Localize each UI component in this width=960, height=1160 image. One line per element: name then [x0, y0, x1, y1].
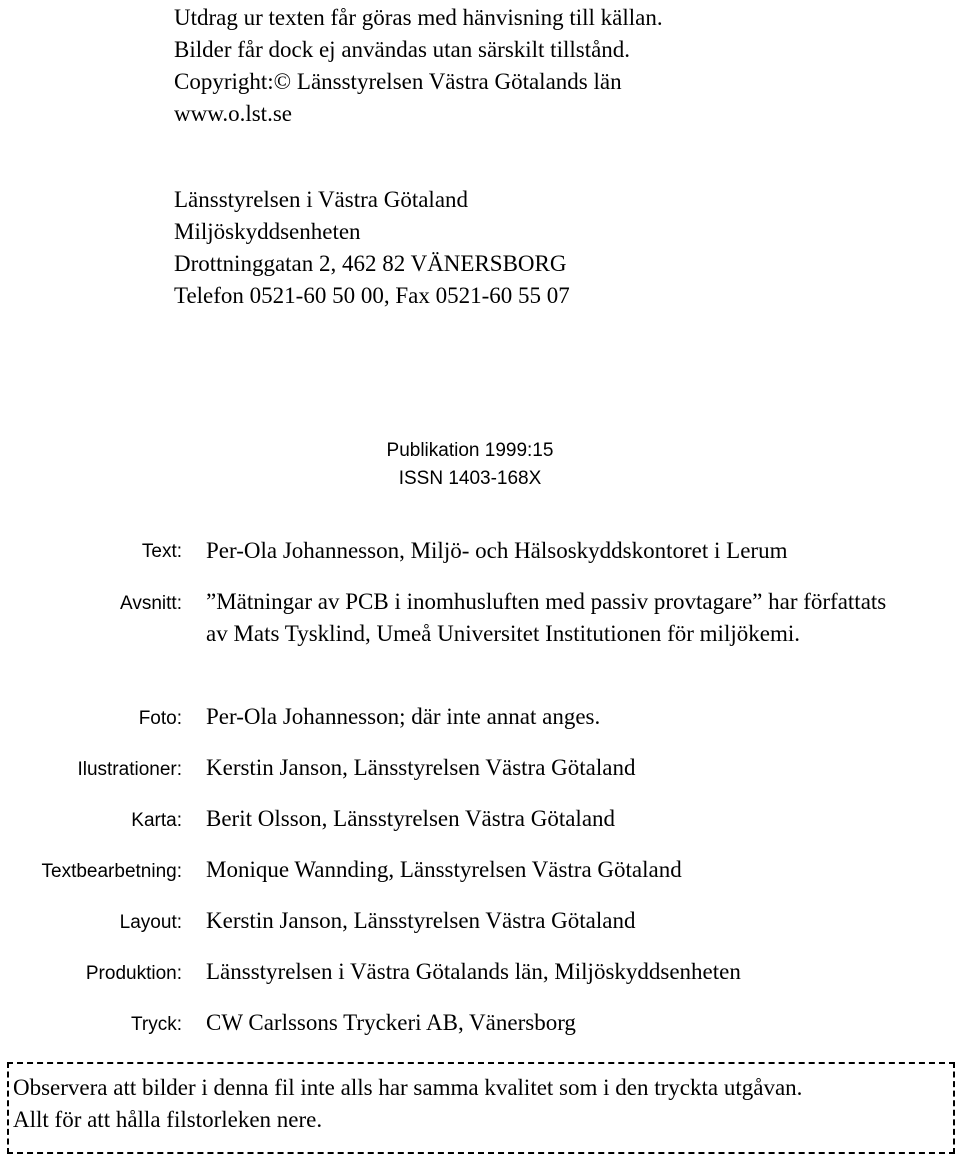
notice-line: Allt för att hålla filstorleken nere. [13, 1107, 323, 1132]
copyright-line: Copyright:© Länsstyrelsen Västra Götalands län [174, 69, 622, 94]
notice-line: Observera att bilder i denna fil inte alls har samma kvalitet som i den tryckta utgåvan. [13, 1075, 803, 1100]
credit-value-illustrations: Kerstin Janson, Länsstyrelsen Västra Götaland [206, 755, 636, 780]
credit-label-production: Produktion: [85, 963, 182, 984]
credit-value-photo: Per-Ola Johannesson; där inte annat anges. [206, 704, 601, 729]
credit-value-print: CW Carlssons Tryckeri AB, Vänersborg [206, 1010, 576, 1035]
publication-number: Publikation 1999:15 [386, 440, 554, 461]
credit-value-text: Per-Ola Johannesson, Miljö- och Hälsoskyddskontoret i Lerum [206, 538, 788, 563]
street-address: Drottninggatan 2, 462 82 VÄNERSBORG [174, 251, 567, 276]
copyright-line: Bilder får dock ej användas utan särskilt tillstånd. [174, 37, 631, 62]
credit-label-illustrations: Ilustrationer: [77, 759, 182, 780]
copyright-line: Utdrag ur texten får göras med hänvisning till källan. [174, 5, 663, 30]
credit-value-production: Länsstyrelsen i Västra Götalands län, Miljöskyddsenheten [206, 959, 741, 984]
credit-label-text: Text: [141, 541, 182, 562]
issn: ISSN 1403-168X [398, 468, 542, 489]
copyright-notice [174, 2, 663, 130]
credit-value-section: ”Mätningar av PCB i inomhusluften med passiv provtagare” har författats av Mats Tysklind, Umeå Universitet Institutionen för miljökemi. [206, 589, 887, 646]
organization-name: Länsstyrelsen i Västra Götaland [174, 187, 469, 212]
quality-notice-box [7, 1062, 955, 1154]
credit-value-layout: Kerstin Janson, Länsstyrelsen Västra Götaland [206, 908, 636, 933]
publication-info [0, 437, 940, 493]
website-text: www.o.lst.se [174, 101, 292, 126]
phone-fax: Telefon 0521-60 50 00, Fax 0521-60 55 07 [174, 283, 570, 308]
credit-value-editing: Monique Wannding, Länsstyrelsen Västra Götaland [206, 857, 682, 882]
credit-value-map: Berit Olsson, Länsstyrelsen Västra Götaland [206, 806, 616, 831]
credit-label-print: Tryck: [130, 1014, 182, 1035]
credit-label-editing: Textbearbetning: [41, 861, 182, 882]
publisher-address [174, 184, 570, 312]
unit-name: Miljöskyddsenheten [174, 219, 361, 244]
credit-label-map: Karta: [131, 810, 182, 831]
credit-label-section: Avsnitt: [120, 593, 182, 614]
credit-label-layout: Layout: [119, 912, 182, 933]
credit-label-photo: Foto: [138, 708, 182, 729]
